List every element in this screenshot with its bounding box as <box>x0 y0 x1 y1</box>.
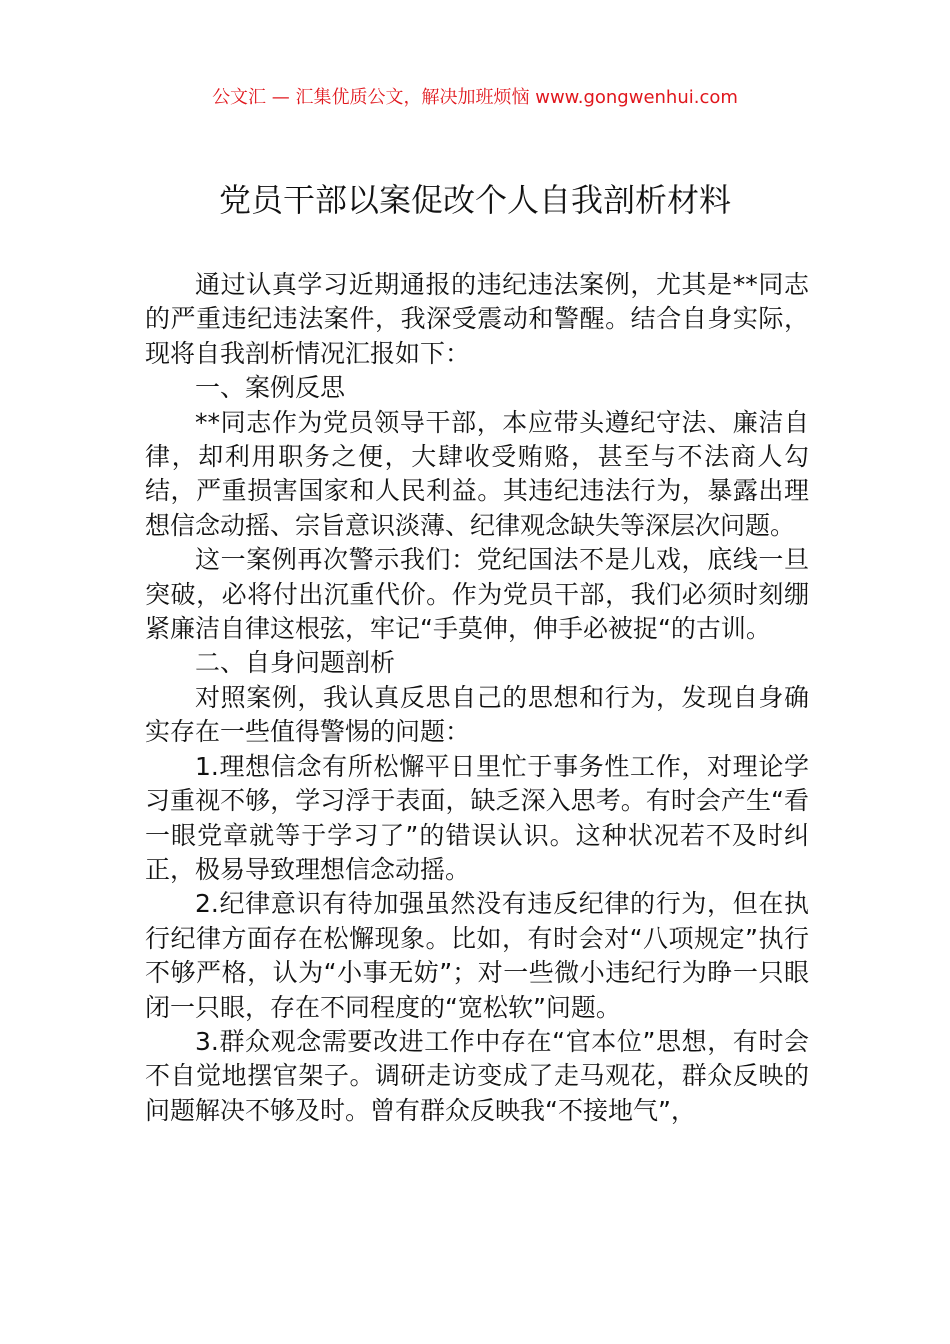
watermark-header: 公文汇 — 汇集优质公文，解决加班烦恼 www.gongwenhui.com <box>212 87 738 108</box>
document-title: 党员干部以案促改个人自我剖析材料 <box>218 181 731 219</box>
problem-item-3: 3.群众观念需要改进工作中存在“官本位”思想，有时会不自觉地摆官架子。调研走访变成了走马观花，群众反映的问题解决不够及时。曾有群众反映我“不接地气”， <box>145 1026 809 1125</box>
problem-item-1: 1.理想信念有所松懈平日里忙于事务性工作，对理论学习重视不够，学习浮于表面，缺乏深入思考。有时会产生“看一眼党章就等于学习了”的错误认识。这种状况若不及时纠正，极易导致理想信念动摇。 <box>145 751 809 884</box>
intro-paragraph: 通过认真学习近期通报的违纪违法案例，尤其是**同志的严重违纪违法案件，我深受震动和警醒。结合自身实际，现将自我剖析情况汇报如下： <box>145 270 809 368</box>
self-analysis-intro-paragraph: 对照案例，我认真反思自己的思想和行为，发现自身确实存在一些值得警惕的问题： <box>145 682 809 747</box>
section-heading-self-analysis: 二、自身问题剖析 <box>195 648 396 678</box>
case-description-paragraph: **同志作为党员领导干部，本应带头遵纪守法、廉洁自律，却利用职务之便，大肆收受贿赂，甚至与不法商人勾结，严重损害国家和人民利益。其违纪违法行为，暴露出理想信念动摇、宗旨意识淡薄、纪律观念缺失等深层次问题。 <box>145 407 809 540</box>
warning-paragraph: 这一案例再次警示我们：党纪国法不是儿戏，底线一旦突破，必将付出沉重代价。作为党员干部，我们必须时刻绷紧廉洁自律这根弦，牢记“手莫伸，伸手必被捉“的古训。 <box>145 545 809 644</box>
document-body <box>145 268 809 1128</box>
section-heading-case-reflection: 一、案例反思 <box>195 373 346 403</box>
problem-item-2: 2.纪律意识有待加强虽然没有违反纪律的行为，但在执行纪律方面存在松懈现象。比如，有时会对“八项规定”执行不够严格，认为“小事无妨”；对一些微小违纪行为睁一只眼闭一只眼，存在不同程度的“宽松软”问题。 <box>145 889 809 1022</box>
